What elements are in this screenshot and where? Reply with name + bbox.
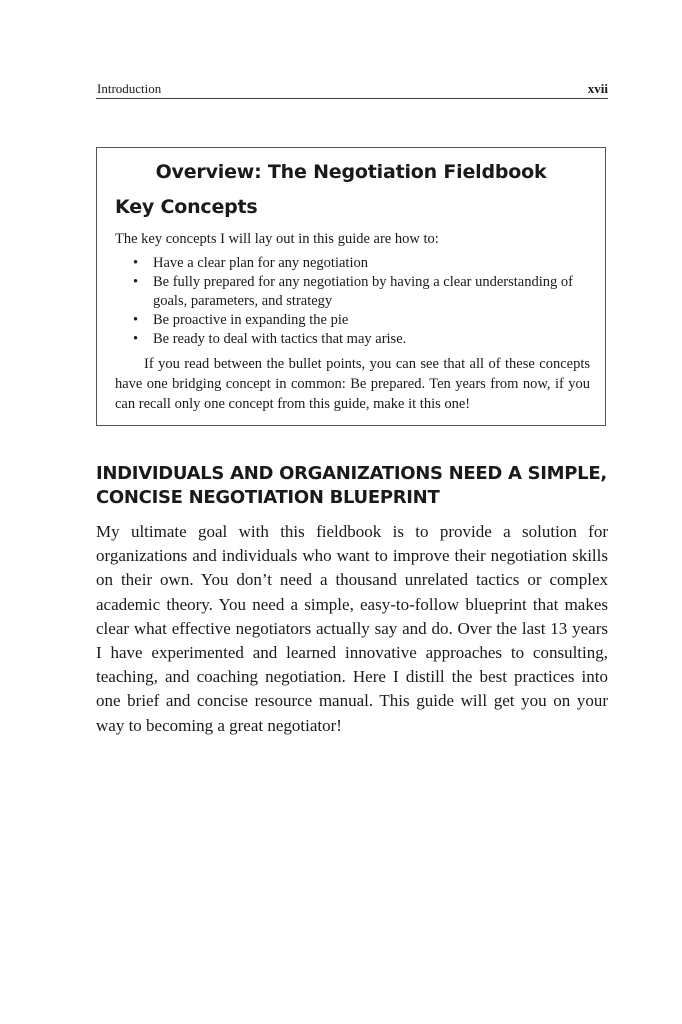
header-page-number: xvii — [587, 81, 608, 96]
bullet-icon: • — [133, 312, 139, 328]
header-section-title: Introduction — [97, 81, 162, 96]
running-header — [96, 80, 608, 99]
overview-paragraph: If you read between the bullet points, you can see that all of these concepts have one bridging concept in common: Be prepared. Ten years from now, if you can recall only one concept from this guide, make it this one! — [115, 356, 590, 412]
key-concepts-list — [115, 254, 595, 349]
bullet-text: Be proactive in expanding the pie — [153, 312, 349, 328]
key-concepts-heading: Key Concepts — [115, 196, 258, 218]
overview-intro: The key concepts I will lay out in this guide are how to: — [115, 231, 439, 247]
list-item — [115, 254, 595, 273]
bullet-text: Have a clear plan for any negotiation — [153, 255, 368, 271]
body-paragraph: My ultimate goal with this fieldbook is to provide a solution for organizations and individuals who want to improve their negotiation skills on their own. You don’t need a thousand unrelated tactics or complex academic theory. You need a simple, easy-to-follow blueprint that makes clear what effective negotiators actually say and do. Over the last 13 years I have experimented and learned innovative approaches to consulting, teaching, and coaching negotiation. Here I distill the best practices into one brief and concise resource manual. This guide will get you on your way to becoming a great negotiator! — [96, 522, 608, 735]
section-heading-line: CONCISE NEGOTIATION BLUEPRINT — [96, 487, 440, 508]
overview-box — [96, 147, 606, 426]
section-heading-line: INDIVIDUALS AND ORGANIZATIONS NEED A SIMPLE, — [96, 463, 607, 484]
bullet-text: Be ready to deal with tactics that may arise. — [153, 331, 407, 347]
overview-title: Overview: The Negotiation Fieldbook — [155, 161, 547, 183]
bullet-icon: • — [133, 255, 139, 271]
list-item — [115, 273, 595, 311]
list-item — [115, 330, 595, 349]
list-item — [115, 311, 595, 330]
bullet-text: Be fully prepared for any negotiation by having a clear understanding of goals, parameters, and strategy — [153, 274, 573, 309]
bullet-icon: • — [133, 331, 139, 347]
section-heading — [96, 462, 616, 510]
bullet-icon: • — [133, 274, 139, 290]
